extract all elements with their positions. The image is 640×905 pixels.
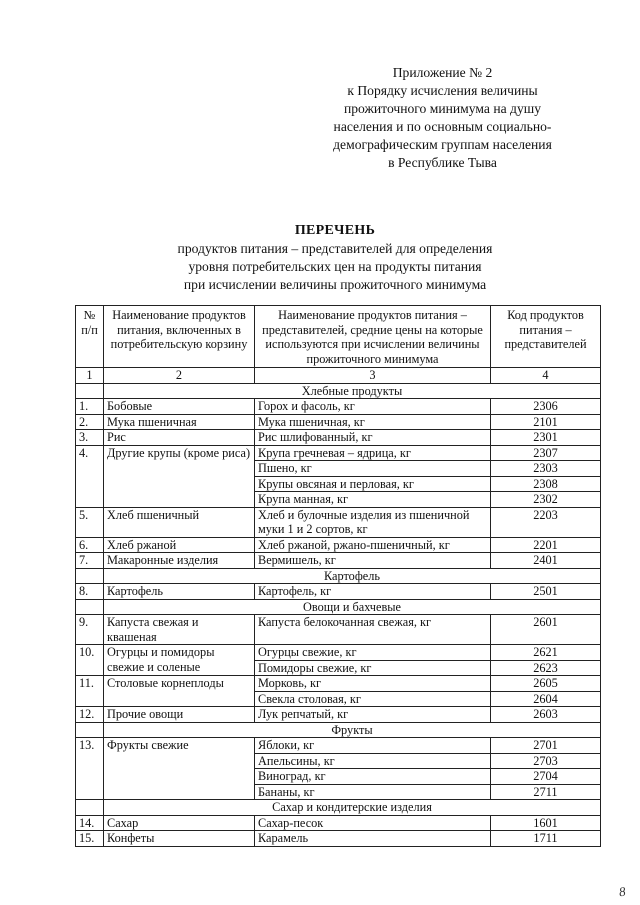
title-block	[70, 222, 600, 294]
table-row	[76, 430, 601, 446]
product-code: 2711	[491, 784, 601, 800]
representative-product: Картофель, кг	[255, 584, 491, 600]
appendix-line: населения и по основным социально-	[333, 119, 552, 134]
row-number: 15.	[76, 831, 104, 847]
category-row	[76, 800, 601, 816]
representative-product: Яблоки, кг	[255, 738, 491, 754]
table-row	[76, 507, 601, 537]
row-number: 12.	[76, 707, 104, 723]
empty-cell	[76, 800, 104, 816]
row-number: 6.	[76, 537, 104, 553]
document-title: ПЕРЕЧЕНЬ	[294, 223, 376, 238]
subtitle-line: уровня потребительских цен на продукты питания	[188, 259, 482, 274]
basket-product: Картофель	[104, 584, 255, 600]
empty-cell	[76, 599, 104, 615]
basket-product: Другие крупы (кроме риса)	[104, 445, 255, 507]
table-row	[76, 399, 601, 415]
empty-cell	[76, 722, 104, 738]
representative-product: Свекла столовая, кг	[255, 691, 491, 707]
header-representative: Наименование продуктов питания – представителей, средние цены на которые используются при исчислении величины прожиточного минимума	[255, 306, 491, 368]
row-number: 7.	[76, 553, 104, 569]
table-row	[76, 584, 601, 600]
header-code: Код продуктов питания – представителей	[491, 306, 601, 368]
representative-product: Карамель	[255, 831, 491, 847]
category-row	[76, 568, 601, 584]
category-label: Картофель	[104, 568, 601, 584]
representative-product: Бананы, кг	[255, 784, 491, 800]
category-row	[76, 383, 601, 399]
representative-product: Хлеб и булочные изделия из пшеничной муки 1 и 2 сортов, кг	[255, 507, 491, 537]
appendix-line: прожиточного минимума на душу	[343, 101, 542, 116]
representative-product: Крупа гречневая – ядрица, кг	[255, 445, 491, 461]
table-row	[76, 676, 601, 692]
representative-product: Виноград, кг	[255, 769, 491, 785]
row-number: 3.	[76, 430, 104, 446]
representative-product: Рис шлифованный, кг	[255, 430, 491, 446]
subtitle-line: при исчислении величины прожиточного минимума	[183, 277, 487, 292]
product-code: 2701	[491, 738, 601, 754]
page-number-mark: 8	[617, 883, 627, 900]
row-number: 10.	[76, 645, 104, 676]
basket-product: Фрукты свежие	[104, 738, 255, 800]
table-row	[76, 831, 601, 847]
category-row	[76, 599, 601, 615]
table-row	[76, 815, 601, 831]
category-row	[76, 722, 601, 738]
basket-product: Капуста свежая и квашеная	[104, 615, 255, 645]
basket-product: Сахар	[104, 815, 255, 831]
appendix-line: к Порядку исчисления величины	[347, 83, 538, 98]
products-table	[75, 305, 601, 847]
representative-product: Морковь, кг	[255, 676, 491, 692]
product-code: 2201	[491, 537, 601, 553]
basket-product: Макаронные изделия	[104, 553, 255, 569]
table-row	[76, 707, 601, 723]
product-code: 2203	[491, 507, 601, 537]
row-number: 14.	[76, 815, 104, 831]
product-code: 2301	[491, 430, 601, 446]
subtitle-line: продуктов питания – представителей для определения	[177, 241, 493, 256]
table-row	[76, 615, 601, 645]
table-row	[76, 414, 601, 430]
product-code: 2601	[491, 615, 601, 645]
basket-product: Мука пшеничная	[104, 414, 255, 430]
table-row	[76, 445, 601, 461]
basket-product: Столовые корнеплоды	[104, 676, 255, 707]
appendix-line: Приложение № 2	[392, 65, 493, 80]
representative-product: Пшено, кг	[255, 461, 491, 477]
column-number: 3	[255, 368, 491, 384]
product-code: 2501	[491, 584, 601, 600]
representative-product: Хлеб ржаной, ржано-пшеничный, кг	[255, 537, 491, 553]
product-code: 2303	[491, 461, 601, 477]
representative-product: Огурцы свежие, кг	[255, 645, 491, 661]
row-number: 9.	[76, 615, 104, 645]
product-code: 2101	[491, 414, 601, 430]
category-label: Фрукты	[104, 722, 601, 738]
representative-product: Крупы овсяная и перловая, кг	[255, 476, 491, 492]
basket-product: Хлеб пшеничный	[104, 507, 255, 537]
table-row	[76, 553, 601, 569]
basket-product: Конфеты	[104, 831, 255, 847]
product-code: 1711	[491, 831, 601, 847]
representative-product: Сахар-песок	[255, 815, 491, 831]
representative-product: Крупа манная, кг	[255, 492, 491, 508]
product-code: 2307	[491, 445, 601, 461]
representative-product: Капуста белокочанная свежая, кг	[255, 615, 491, 645]
column-number: 2	[104, 368, 255, 384]
category-label: Хлебные продукты	[104, 383, 601, 399]
basket-product: Рис	[104, 430, 255, 446]
appendix-line: в Республике Тыва	[388, 155, 497, 170]
row-number: 4.	[76, 445, 104, 507]
product-code: 2704	[491, 769, 601, 785]
product-code: 1601	[491, 815, 601, 831]
header-basket-product: Наименование продуктов питания, включенных в потребительскую корзину	[104, 306, 255, 368]
row-number: 11.	[76, 676, 104, 707]
basket-product: Бобовые	[104, 399, 255, 415]
row-number: 2.	[76, 414, 104, 430]
product-code: 2605	[491, 676, 601, 692]
column-number: 1	[76, 368, 104, 384]
product-code: 2703	[491, 753, 601, 769]
table-row	[76, 738, 601, 754]
product-code: 2603	[491, 707, 601, 723]
category-label: Сахар и кондитерские изделия	[104, 800, 601, 816]
appendix-header	[300, 64, 585, 172]
product-code: 2623	[491, 660, 601, 676]
appendix-line: демографическим группам населения	[333, 137, 552, 152]
basket-product: Прочие овощи	[104, 707, 255, 723]
column-number-row	[76, 368, 601, 384]
product-code: 2621	[491, 645, 601, 661]
table-header-row	[76, 306, 601, 368]
table-row	[76, 645, 601, 661]
table-row	[76, 537, 601, 553]
representative-product: Апельсины, кг	[255, 753, 491, 769]
product-code: 2308	[491, 476, 601, 492]
basket-product: Огурцы и помидоры свежие и соленые	[104, 645, 255, 676]
product-code: 2604	[491, 691, 601, 707]
category-label: Овощи и бахчевые	[104, 599, 601, 615]
representative-product: Вермишель, кг	[255, 553, 491, 569]
product-code: 2306	[491, 399, 601, 415]
representative-product: Помидоры свежие, кг	[255, 660, 491, 676]
column-number: 4	[491, 368, 601, 384]
representative-product: Мука пшеничная, кг	[255, 414, 491, 430]
product-code: 2302	[491, 492, 601, 508]
row-number: 13.	[76, 738, 104, 800]
empty-cell	[76, 383, 104, 399]
row-number: 1.	[76, 399, 104, 415]
representative-product: Лук репчатый, кг	[255, 707, 491, 723]
row-number: 8.	[76, 584, 104, 600]
header-number: № п/п	[76, 306, 104, 368]
row-number: 5.	[76, 507, 104, 537]
representative-product: Горох и фасоль, кг	[255, 399, 491, 415]
basket-product: Хлеб ржаной	[104, 537, 255, 553]
product-code: 2401	[491, 553, 601, 569]
empty-cell	[76, 568, 104, 584]
